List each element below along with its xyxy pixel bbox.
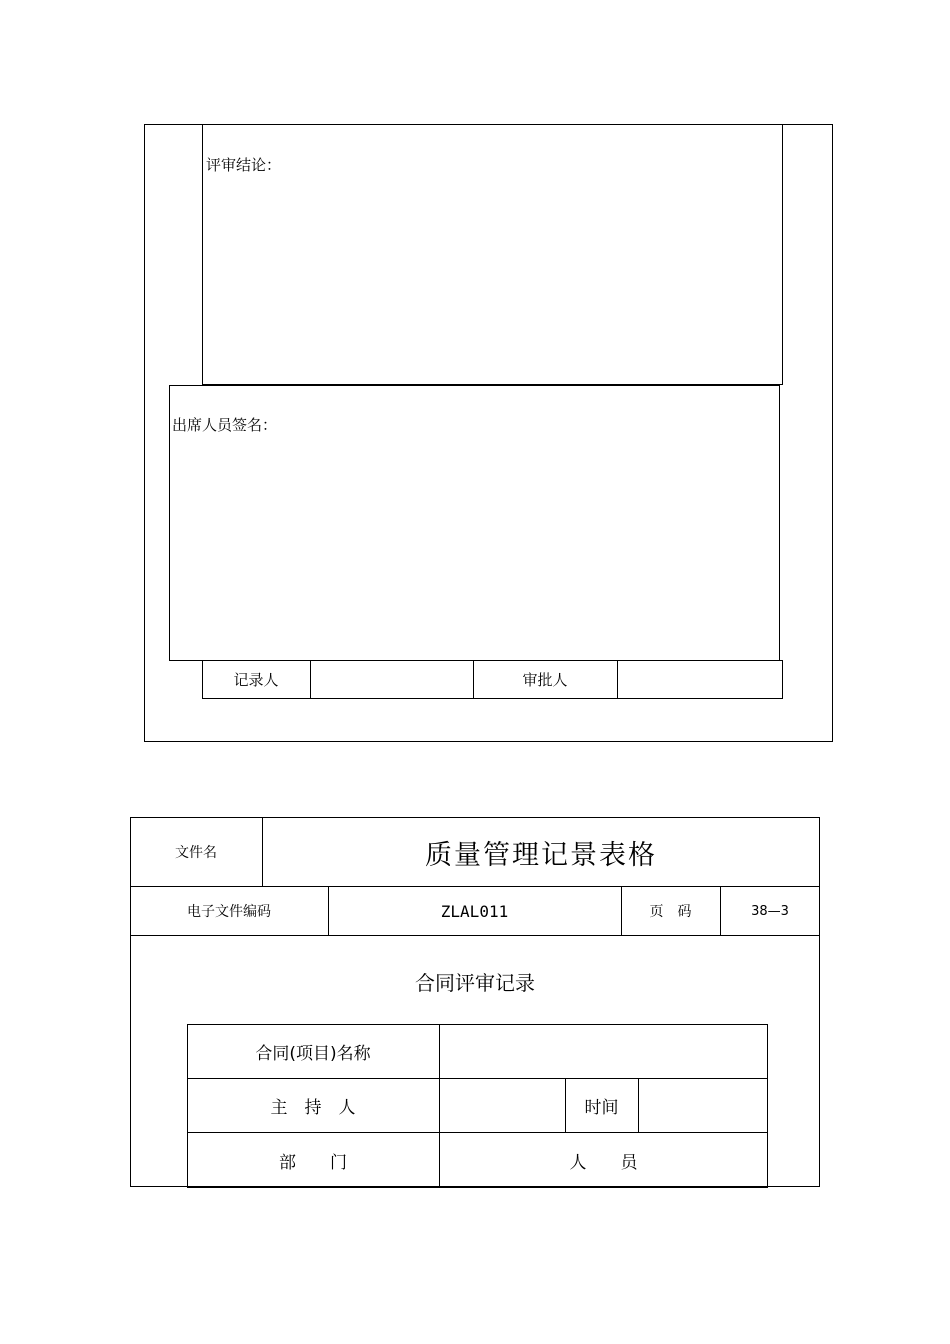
page-number-label: 页 码 (649, 904, 692, 920)
electronic-code-label: 电子文件编码 (187, 904, 271, 920)
review-conclusion-box (202, 124, 783, 385)
review-conclusion-label: 评审结论： (206, 156, 282, 174)
electronic-code-value: ZLAL011 (440, 901, 509, 921)
page-number-value: 38—3 (751, 903, 789, 919)
recorder-value-cell[interactable] (310, 660, 473, 699)
contract-name-value-cell[interactable] (439, 1024, 768, 1078)
document-title: 质量管理记景表格 (425, 839, 657, 871)
approver-label: 审批人 (522, 671, 568, 689)
personnel-label: 人 员 (569, 1152, 638, 1173)
time-label: 时间 (584, 1097, 619, 1118)
host-label: 主 持 人 (270, 1097, 356, 1118)
time-value-cell[interactable] (638, 1078, 768, 1132)
attendee-signature-label: 出席人员签名： (172, 416, 278, 434)
contract-name-label: 合同(项目)名称 (255, 1043, 371, 1064)
department-label: 部 门 (279, 1152, 347, 1173)
file-name-label: 文件名 (175, 845, 217, 861)
header-divider (130, 935, 820, 936)
recorder-label: 记录人 (233, 671, 279, 689)
host-value-cell[interactable] (439, 1078, 565, 1132)
contract-review-title: 合同评审记录 (415, 970, 535, 995)
approver-value-cell[interactable] (617, 660, 783, 699)
